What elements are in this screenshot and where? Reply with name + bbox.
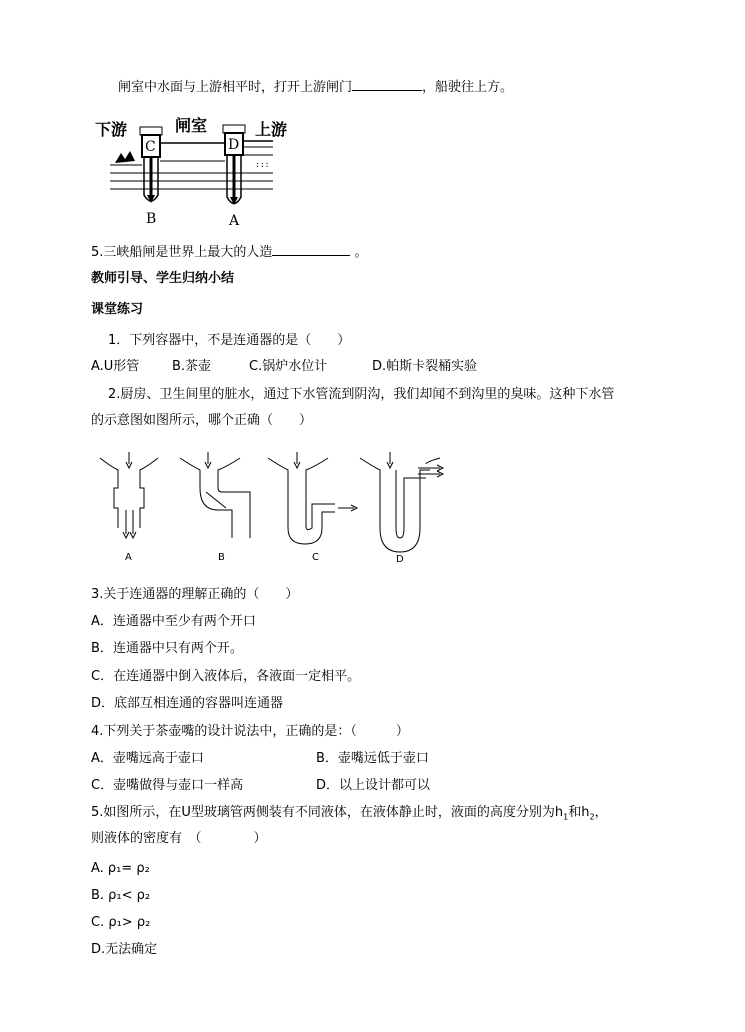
pipe-b: [180, 452, 250, 563]
pipe-a: [100, 452, 158, 563]
valve-c-label: C: [145, 139, 156, 155]
q1-option-c: C.锅炉水位计: [249, 359, 328, 374]
q4-option-d: D．以上设计都可以: [316, 778, 431, 793]
section-summary: 教师引导、学生归纳小结: [91, 271, 235, 286]
q4-stem: 4.下列关于茶壶嘴的设计说法中，正确的是：（ ）: [91, 724, 409, 739]
pipe-c: [268, 452, 357, 563]
q5-option-c: C. ρ₁> ρ₂: [91, 915, 151, 930]
q3-option-a: A．连通器中至少有两个开口: [91, 614, 256, 629]
pipe-d-label: D: [396, 554, 404, 565]
answer-blank: [352, 78, 422, 91]
ship-lock-figure: [95, 115, 315, 230]
q2-stem-line2: 的示意图如图所示，哪个正确（ ）: [91, 413, 313, 428]
answer-blank: [272, 243, 350, 256]
item5-line: 5.三峡船闸是世界上最大的人造 。: [91, 245, 368, 260]
section-practice: 课堂练习: [91, 302, 144, 317]
q4-option-b: B．壶嘴远低于壶口: [316, 751, 429, 766]
q2-stem-line1: 2.厨房、卫生间里的脏水，通过下水管流到阴沟，我们却闻不到沟里的臭味。这种下水管: [108, 387, 615, 402]
q1-option-a: A.U形管: [91, 359, 140, 374]
q3-option-b: B．连通器中只有两个开。: [91, 641, 243, 656]
q3-option-d: D．底部互相连通的容器叫连通器: [91, 696, 284, 711]
q5-option-a: A. ρ₁= ρ₂: [91, 861, 150, 876]
q5-stem-line1: 5.如图所示，在U型玻璃管两侧装有不同液体，在液体静止时，液面的高度分别为$h_1$和$h_2$，: [91, 805, 608, 822]
gate-b-label: B: [146, 211, 157, 227]
label-upstream: 上游: [255, 120, 288, 139]
q4-option-a: A．壶嘴远高于壶口: [91, 751, 204, 766]
q1-stem: 1．下列容器中，不是连通器的是（ ）: [108, 333, 351, 348]
gate-a-label: A: [229, 213, 240, 229]
label-chamber: 闸室: [175, 116, 208, 135]
drain-pipes-figure: [100, 448, 450, 573]
q4-option-c: C．壶嘴做得与壶口一样高: [91, 778, 244, 793]
pipe-c-label: C: [312, 552, 319, 563]
valve-d-label: D: [228, 137, 240, 153]
q5-option-b: B. ρ₁< ρ₂: [91, 888, 151, 903]
pipe-a-label: A: [125, 552, 132, 563]
pipe-b-label: B: [218, 552, 225, 563]
q5-stem-line2: 则液体的密度有 （ ）: [91, 831, 267, 846]
q3-option-c: C．在连通器中倒入液体后，各液面一定相平。: [91, 669, 361, 684]
q5-option-d: D.无法确定: [91, 942, 158, 957]
svg-text::::: :::: [255, 160, 270, 169]
pipe-d: [360, 452, 443, 565]
label-downstream: 下游: [95, 120, 128, 139]
q1-option-d: D.帕斯卡裂桶实验: [372, 359, 478, 374]
q3-stem: 3.关于连通器的理解正确的（ ）: [91, 587, 299, 602]
q1-option-b: B.茶壶: [172, 359, 212, 374]
intro-line: 闸室中水面与上游相平时，打开上游闸门 ，船驶往上方。: [118, 80, 514, 95]
